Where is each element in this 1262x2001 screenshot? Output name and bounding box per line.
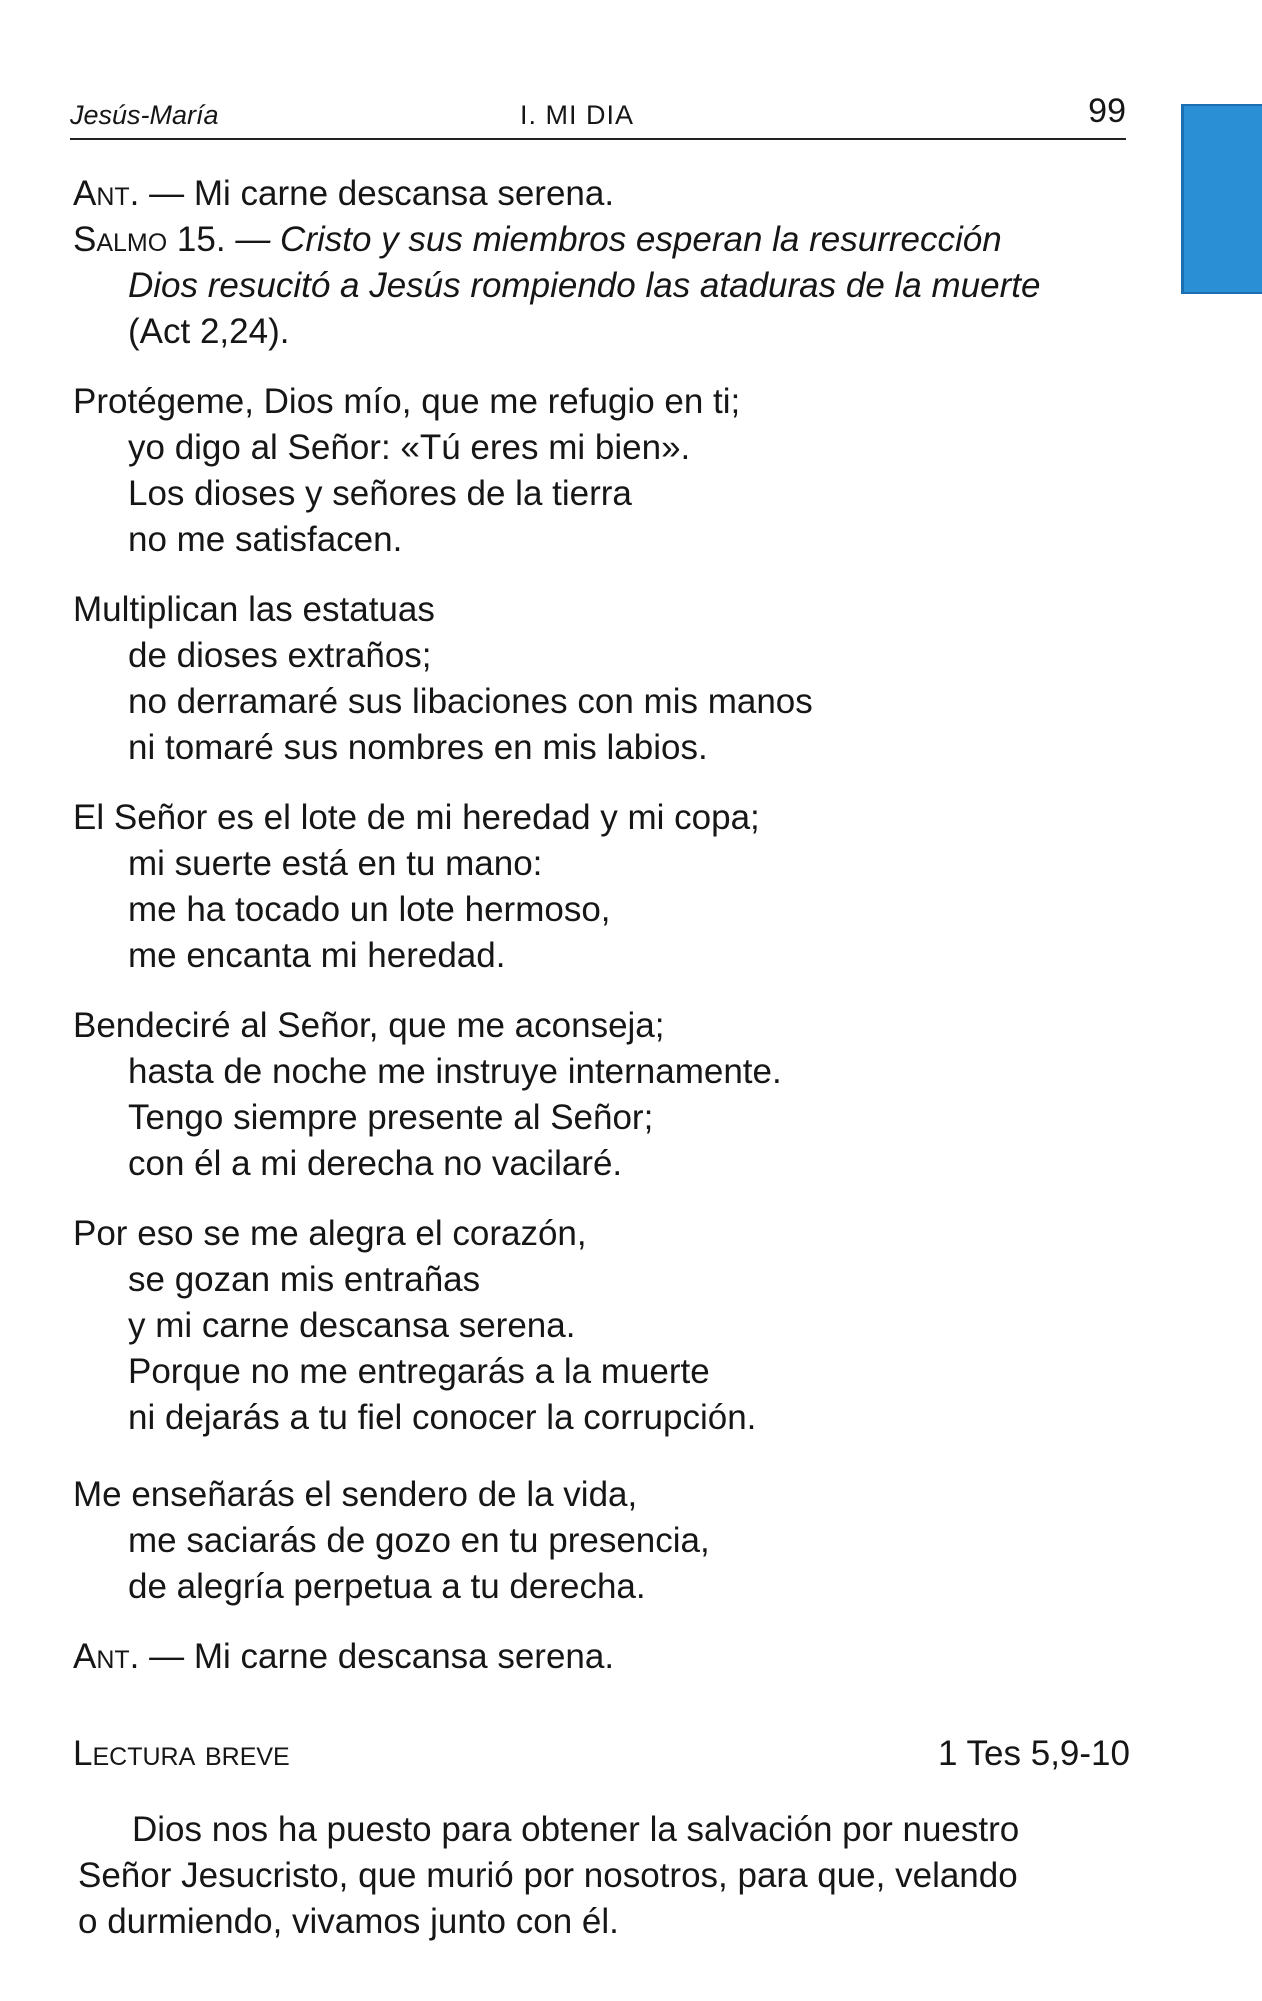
psalm-reference: (Act 2,24). — [128, 312, 290, 351]
stanza-4-line-4: con él a mi derecha no vacilaré. — [128, 1144, 623, 1183]
stanza-2-line-2: de dioses extraños; — [128, 636, 432, 675]
reading-reference: 1 Tes 5,9-10 — [938, 1734, 1130, 1773]
blue-edge-tab — [1181, 104, 1262, 294]
stanza-6-line-2: me saciarás de gozo en tu presencia, — [128, 1521, 710, 1560]
stanza-1-line-4: no me satisfacen. — [128, 520, 403, 559]
antiphon-top — [73, 174, 614, 214]
reading-line-3: o durmiendo, vivamos junto con él. — [78, 1902, 619, 1941]
stanza-4-line-2: hasta de noche me instruye internamente. — [128, 1052, 782, 1091]
stanza-3-line-3: me ha tocado un lote hermoso, — [128, 890, 611, 929]
stanza-6-line-1: Me enseñarás el sendero de la vida, — [73, 1475, 638, 1514]
stanza-3-line-1: El Señor es el lote de mi heredad y mi copa; — [73, 798, 760, 837]
reading-line-1: Dios nos ha puesto para obtener la salvación por nuestro — [132, 1810, 1020, 1849]
stanza-3-line-4: me encanta mi heredad. — [128, 936, 506, 975]
stanza-3-line-2: mi suerte está en tu mano: — [128, 844, 543, 883]
page-number: 99 — [1088, 92, 1126, 130]
psalm-label: Salmo 15. — [73, 220, 226, 259]
header-section-title: I. MI DIA — [520, 100, 635, 130]
stanza-1-line-1: Protégeme, Dios mío, que me refugio en ti; — [73, 382, 741, 421]
psalm-subtitle: Dios resucitó a Jesús rompiendo las ataduras de la muerte — [128, 266, 1041, 305]
running-header — [70, 92, 1126, 140]
antiphon-text: — Mi carne descansa serena. — [149, 174, 615, 213]
psalm-heading — [73, 220, 1002, 260]
stanza-2-line-4: ni tomaré sus nombres en mis labios. — [128, 728, 708, 767]
stanza-4-line-3: Tengo siempre presente al Señor; — [128, 1098, 654, 1137]
stanza-4-line-1: Bendeciré al Señor, que me aconseja; — [73, 1006, 665, 1045]
stanza-5-line-5: ni dejarás a tu fiel conocer la corrupción. — [128, 1398, 757, 1437]
psalm-title: — Cristo y sus miembros esperan la resurrección — [235, 220, 1002, 259]
stanza-1-line-2: yo digo al Señor: «Tú eres mi bien». — [128, 428, 691, 467]
stanza-5-line-1: Por eso se me alegra el corazón, — [73, 1214, 587, 1253]
antiphon-label: Ant. — [73, 174, 140, 213]
stanza-5-line-2: se gozan mis entrañas — [128, 1260, 481, 1299]
stanza-1-line-3: Los dioses y señores de la tierra — [128, 474, 632, 513]
stanza-6-line-3: de alegría perpetua a tu derecha. — [128, 1567, 646, 1606]
antiphon-text: — Mi carne descansa serena. — [149, 1637, 615, 1676]
header-left-text: Jesús-María — [70, 100, 219, 130]
antiphon-bottom — [73, 1637, 614, 1677]
reading-line-2: Señor Jesucristo, que murió por nosotros, para que, velando — [78, 1856, 1018, 1895]
stanza-5-line-4: Porque no me entregarás a la muerte — [128, 1352, 710, 1391]
stanza-2-line-1: Multiplican las estatuas — [73, 590, 435, 629]
stanza-5-line-3: y mi carne descansa serena. — [128, 1306, 576, 1345]
antiphon-label: Ant. — [73, 1637, 140, 1676]
stanza-2-line-3: no derramaré sus libaciones con mis manos — [128, 682, 813, 721]
reading-heading: Lectura breve — [73, 1734, 290, 1773]
